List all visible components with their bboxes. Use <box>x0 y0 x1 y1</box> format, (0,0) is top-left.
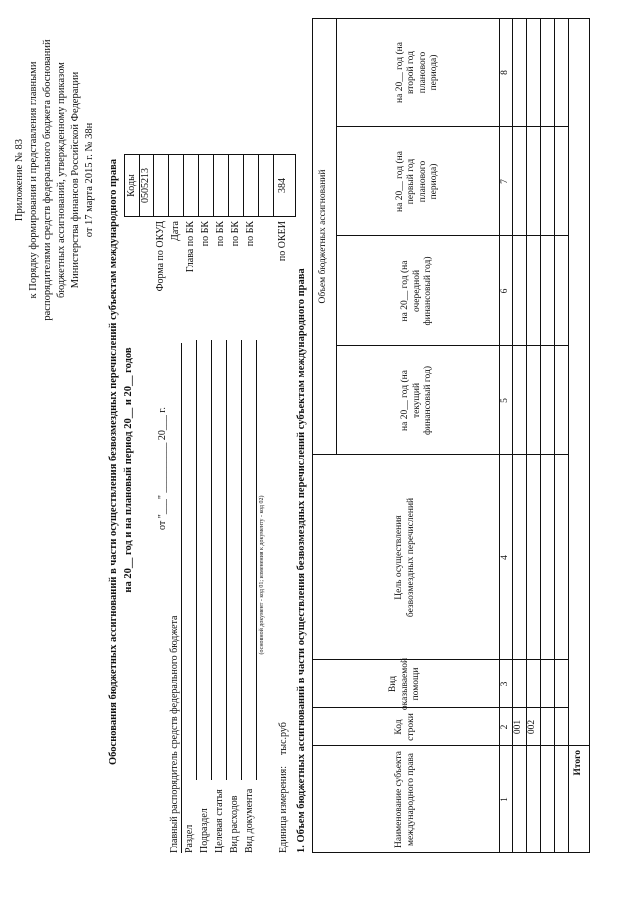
field-razdel: Раздел <box>184 824 195 853</box>
col-6-header: на 20__ год (на очередной финансовый год) <box>400 256 434 326</box>
col-number: 4 <box>499 555 510 560</box>
code-label-okud: Форма по ОКУД <box>155 221 166 292</box>
annex-line-6: от 17 марта 2015 г. № 38н <box>84 122 95 238</box>
codes-line <box>273 154 274 217</box>
field-doc-type-line <box>256 340 257 780</box>
table-row-code: 002 <box>527 719 538 735</box>
col-number: 8 <box>499 70 510 75</box>
codes-line <box>258 154 259 217</box>
annex-line-4: бюджетных ассигнований, утвержденному приказом <box>56 62 67 298</box>
col-number: 5 <box>499 398 510 403</box>
field-target: Целевая статья <box>214 789 225 853</box>
field-expense-type: Вид расходов <box>229 795 240 853</box>
field-podrazdel: Подраздел <box>199 808 210 853</box>
table-line <box>568 18 569 853</box>
table-row-code: 001 <box>513 719 524 735</box>
codes-line <box>243 154 244 217</box>
table-line <box>540 18 541 853</box>
code-label-bk-4: по БК <box>245 221 256 247</box>
code-okei-value: 384 <box>277 178 288 193</box>
date-line: от "___" __________ 20___ г. <box>157 407 168 530</box>
volume-group-header: Объем бюджетных ассигнований <box>318 169 329 304</box>
code-okud-value: 0505213 <box>140 168 151 203</box>
section-1-title: 1. Объем бюджетных ассигнований в части осуществления безвозмездных перечислений субъектам международного права <box>296 268 307 853</box>
annex-line-3: распорядителями средств федерального бюджета обоснований <box>42 39 53 321</box>
col-number: 2 <box>499 724 510 730</box>
field-grbs-line <box>181 343 182 853</box>
col-number: 1 <box>499 797 510 802</box>
col-1-header: Наименование субъекта международного права <box>394 751 416 848</box>
field-target-line <box>226 340 227 780</box>
annex-line-2: к Порядку формирования и представления главными <box>28 61 39 299</box>
field-razdel-line <box>196 340 197 780</box>
unit-label: Единица измерения: <box>278 766 289 853</box>
col-4-header: Цель осуществления безвозмездных перечислений <box>394 497 416 618</box>
col-number: 7 <box>499 179 510 184</box>
basis-note: (основной документ - код 01; изменения к документу - код 02) <box>259 495 265 655</box>
total-label: Итого <box>573 750 584 776</box>
codes-header: Коды <box>126 174 137 197</box>
code-label-bk-2: по БК <box>215 221 226 247</box>
code-label-okei: по ОКЕИ <box>277 221 288 262</box>
annex-line-1: Приложение № 83 <box>14 138 25 222</box>
code-label-bk-1: по БК <box>200 221 211 247</box>
col-number: 6 <box>499 288 510 294</box>
col-3-header: Вид оказываемой помощи <box>388 657 422 711</box>
field-grbs: Главный распорядитель средств федерального бюджета <box>169 615 180 853</box>
form-subtitle: на 20__ год и на плановый период 20__ и 20__ годов <box>123 347 134 593</box>
col-5-header: на 20__ год (на текущий финансовый год) <box>400 365 434 436</box>
code-label-bk-3: по БК <box>230 221 241 247</box>
field-podrazdel-line <box>211 340 212 780</box>
col-2-header: Код строки <box>394 713 416 741</box>
col-8-header: на 20__ год (на второй год планового периода) <box>394 42 439 103</box>
codes-line <box>213 154 214 217</box>
code-label-date: Дата <box>170 221 181 241</box>
codes-line <box>183 154 184 217</box>
codes-line <box>228 154 229 217</box>
codes-line <box>168 154 169 217</box>
code-label-glava: Глава по БК <box>185 221 196 273</box>
col-7-header: на 20__ год (на первый год планового периода) <box>394 151 439 212</box>
table-line <box>554 18 555 853</box>
annex-line-5: Министерства финансов Российской Федерации <box>70 71 81 289</box>
codes-line <box>153 154 154 217</box>
form-title: Обоснования бюджетных ассигнований в части осуществления безвозмездных перечислений субъектам международного права <box>108 158 119 765</box>
table-line <box>568 745 590 746</box>
field-doc-type: Вид документа <box>244 788 255 853</box>
field-expense-type-line <box>241 340 242 780</box>
codes-line <box>198 154 199 217</box>
unit-value: тыс.руб <box>278 722 289 755</box>
col-number: 3 <box>499 681 510 687</box>
